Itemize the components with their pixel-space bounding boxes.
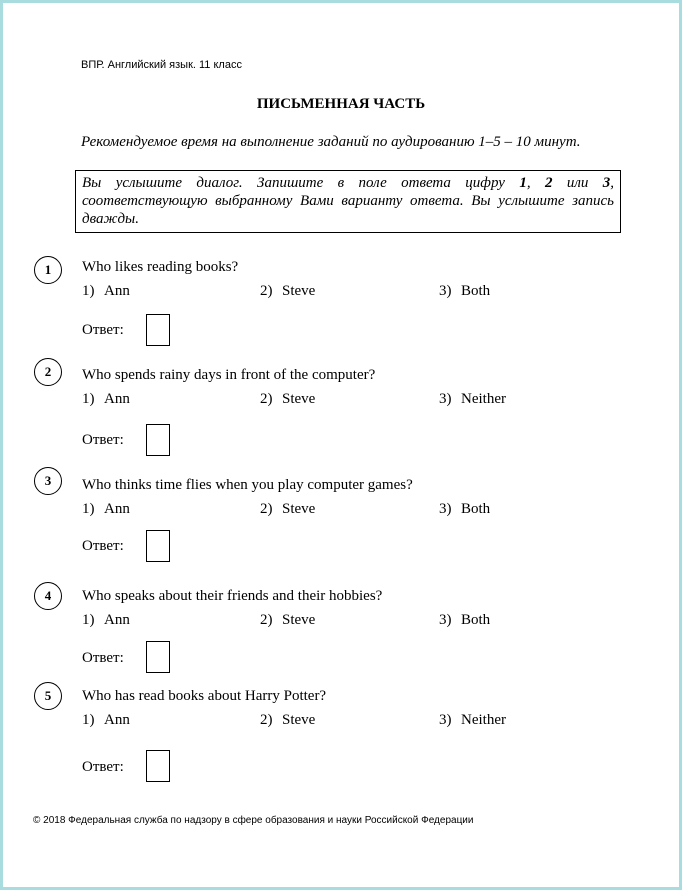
option-label: Ann bbox=[104, 283, 130, 299]
question-3 bbox=[0, 467, 682, 577]
answer-label: Ответ: bbox=[82, 538, 124, 554]
option-label: Neither bbox=[461, 712, 506, 728]
option-2 bbox=[260, 712, 315, 729]
answer-box[interactable] bbox=[146, 641, 170, 673]
option-2 bbox=[260, 612, 315, 629]
option-label: Both bbox=[461, 283, 491, 299]
option-number: 2) bbox=[260, 712, 273, 728]
answer-box[interactable] bbox=[146, 314, 170, 346]
question-number-badge: 4 bbox=[34, 582, 62, 610]
option-number: 1) bbox=[82, 501, 95, 517]
option-label: Steve bbox=[282, 501, 316, 517]
option-label: Steve bbox=[282, 391, 316, 407]
option-1 bbox=[82, 391, 130, 408]
option-label: Steve bbox=[282, 712, 316, 728]
instruction-separator: , bbox=[526, 175, 545, 191]
answer-box[interactable] bbox=[146, 530, 170, 562]
option-2 bbox=[260, 391, 315, 408]
answer-box[interactable] bbox=[146, 750, 170, 782]
option-number: 1) bbox=[82, 612, 95, 628]
option-3 bbox=[439, 612, 490, 629]
question-number-badge: 1 bbox=[34, 256, 62, 284]
option-number: 3) bbox=[439, 712, 452, 728]
digit-3: 3 bbox=[602, 175, 611, 191]
option-label: Both bbox=[461, 612, 491, 628]
option-3 bbox=[439, 712, 506, 729]
option-1 bbox=[82, 612, 130, 629]
answer-label: Ответ: bbox=[82, 322, 124, 338]
option-number: 1) bbox=[82, 283, 95, 299]
question-1 bbox=[0, 256, 682, 366]
answer-label: Ответ: bbox=[82, 432, 124, 448]
question-text: Who thinks time flies when you play computer games? bbox=[82, 477, 413, 493]
question-5 bbox=[0, 682, 682, 792]
option-number: 2) bbox=[260, 501, 273, 517]
time-recommendation: Рекомендуемое время на выполнение заданий по аудированию 1–5 – 10 минут. bbox=[81, 134, 581, 150]
question-text: Who speaks about their friends and their hobbies? bbox=[82, 588, 383, 604]
option-number: 3) bbox=[439, 283, 452, 299]
option-number: 3) bbox=[439, 391, 452, 407]
option-number: 2) bbox=[260, 391, 273, 407]
option-label: Both bbox=[461, 501, 491, 517]
section-title: ПИСЬМЕННАЯ ЧАСТЬ bbox=[256, 96, 426, 112]
question-number-badge: 3 bbox=[34, 467, 62, 495]
digit-1: 1 bbox=[519, 175, 527, 191]
option-number: 3) bbox=[439, 501, 452, 517]
question-number-badge: 5 bbox=[34, 682, 62, 710]
option-1 bbox=[82, 283, 130, 300]
digit-2: 2 bbox=[544, 175, 553, 191]
question-4 bbox=[0, 582, 682, 692]
option-1 bbox=[82, 712, 130, 729]
answer-label: Ответ: bbox=[82, 759, 124, 775]
option-label: Ann bbox=[104, 391, 130, 407]
answer-box[interactable] bbox=[146, 424, 170, 456]
instruction-text: , соответствующую выбранному Вами варианту ответа. Вы услышите запись дважды. bbox=[82, 175, 615, 227]
option-label: Steve bbox=[282, 283, 316, 299]
document-header: ВПР. Английский язык. 11 класс bbox=[81, 59, 242, 71]
answer-label: Ответ: bbox=[82, 650, 124, 666]
copyright-footer: © 2018 Федеральная служба по надзору в сфере образования и науки Российской Федерации bbox=[33, 815, 474, 826]
option-number: 2) bbox=[260, 612, 273, 628]
question-text: Who spends rainy days in front of the computer? bbox=[82, 367, 376, 383]
option-1 bbox=[82, 501, 130, 518]
option-number: 1) bbox=[82, 391, 95, 407]
question-text: Who has read books about Harry Potter? bbox=[82, 688, 327, 704]
option-label: Ann bbox=[104, 501, 130, 517]
option-number: 2) bbox=[260, 283, 273, 299]
question-number-badge: 2 bbox=[34, 358, 62, 386]
option-label: Steve bbox=[282, 612, 316, 628]
option-3 bbox=[439, 283, 490, 300]
option-3 bbox=[439, 391, 506, 408]
option-3 bbox=[439, 501, 490, 518]
option-number: 3) bbox=[439, 612, 452, 628]
question-2 bbox=[0, 358, 682, 468]
option-label: Neither bbox=[461, 391, 506, 407]
instruction-text: Вы услышите диалог. Запишите в поле ответа цифру bbox=[82, 175, 520, 191]
option-label: Ann bbox=[104, 612, 130, 628]
question-text: Who likes reading books? bbox=[82, 259, 239, 275]
instruction-separator: или bbox=[552, 175, 603, 191]
option-2 bbox=[260, 283, 315, 300]
option-2 bbox=[260, 501, 315, 518]
option-label: Ann bbox=[104, 712, 130, 728]
instruction-box bbox=[75, 170, 621, 233]
option-number: 1) bbox=[82, 712, 95, 728]
